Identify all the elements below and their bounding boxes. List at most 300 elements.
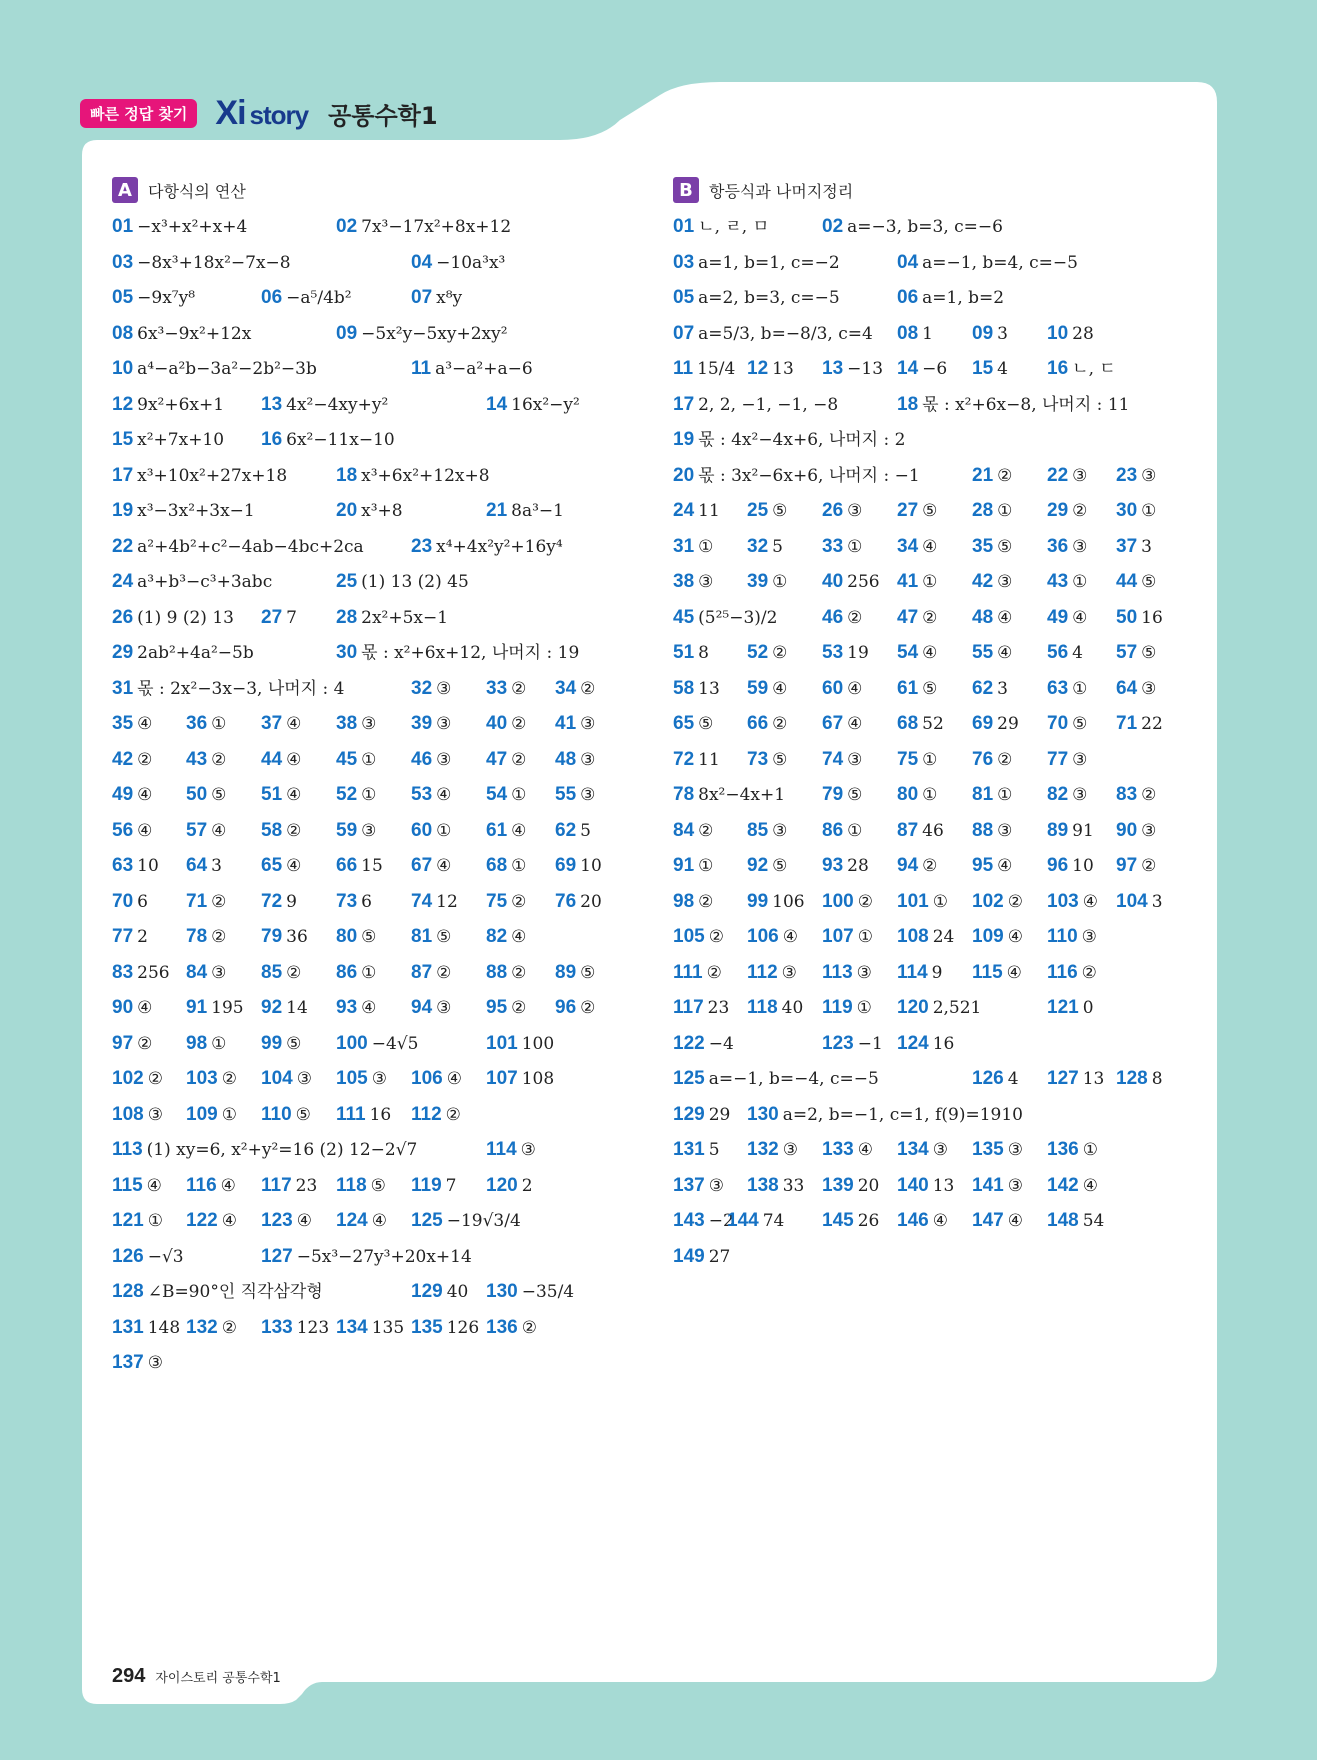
- question-number: 79: [261, 926, 283, 947]
- answer-item: [411, 674, 451, 704]
- answer-item: [822, 745, 862, 775]
- answer-item: [822, 922, 873, 952]
- question-number: 74: [822, 748, 844, 770]
- answer-item: [1116, 816, 1156, 846]
- answer-item: [822, 603, 862, 633]
- question-number: 109: [186, 1103, 218, 1125]
- section-b-answers: [673, 212, 1193, 1277]
- answer-item: [186, 1100, 237, 1130]
- answer-value: 2: [137, 927, 148, 947]
- answer-row: [673, 1171, 1193, 1207]
- answer-item: [336, 709, 376, 739]
- answer-value: −a⁵/4b²: [286, 288, 352, 308]
- answer-item: [336, 638, 579, 668]
- answer-row: [673, 319, 1193, 355]
- question-number: 135: [411, 1316, 443, 1338]
- question-number: 35: [972, 535, 994, 557]
- answer-row: [112, 319, 632, 355]
- answer-item: [1047, 745, 1087, 775]
- answer-item: [972, 354, 1008, 384]
- answer-row: [673, 1100, 1193, 1136]
- answer-value: ③: [371, 1069, 387, 1089]
- answer-item: [411, 1277, 468, 1307]
- answer-item: [1047, 674, 1087, 704]
- answer-row: [673, 958, 1193, 994]
- question-number: 117: [673, 997, 704, 1018]
- answer-item: [1047, 780, 1087, 810]
- answer-row: [112, 1135, 632, 1171]
- question-number: 49: [1047, 606, 1069, 628]
- answer-item: [1047, 638, 1083, 668]
- answer-row: [673, 674, 1193, 710]
- answer-item: [972, 816, 1012, 846]
- answer-value: 11: [698, 501, 720, 521]
- answer-value: 몫 : 2x²−3x−3, 나머지 : 4: [137, 678, 345, 699]
- answer-item: [1116, 532, 1152, 562]
- answer-item: [747, 1135, 798, 1165]
- answer-value: 40: [446, 1282, 469, 1302]
- section-a-header: [112, 176, 632, 204]
- answer-row: [673, 390, 1193, 426]
- answer-value: ①: [997, 501, 1013, 521]
- book-title: 자이스토리 공통수학1: [155, 1671, 281, 1686]
- answer-value: a=−1, b=4, c=−5: [922, 252, 1078, 273]
- answer-item: [972, 319, 1008, 349]
- question-number: 79: [822, 784, 844, 805]
- answer-row: [673, 496, 1193, 532]
- answer-value: 16: [369, 1104, 392, 1125]
- answer-item: [1047, 922, 1097, 952]
- answer-value: −9x⁷y⁸: [137, 288, 196, 308]
- answer-item: [673, 1171, 724, 1201]
- question-number: 67: [411, 855, 433, 876]
- question-number: 36: [186, 713, 208, 734]
- answer-item: [261, 745, 301, 775]
- answer-value: 6: [361, 891, 372, 912]
- answer-value: ②: [436, 962, 452, 983]
- question-number: 89: [555, 961, 577, 983]
- answer-item: [486, 496, 564, 526]
- question-number: 53: [411, 784, 433, 805]
- question-number: 51: [673, 642, 695, 663]
- answer-value: 3: [997, 323, 1008, 344]
- answer-item: [897, 603, 937, 633]
- question-number: 33: [822, 535, 844, 557]
- answer-value: ①: [1072, 572, 1088, 592]
- answer-value: 123: [296, 1317, 330, 1338]
- answer-item: [112, 248, 291, 278]
- question-number: 14: [486, 393, 508, 415]
- answer-row: [112, 425, 632, 461]
- answer-item: [486, 993, 526, 1023]
- answer-value: ③: [932, 1140, 948, 1160]
- answer-row: [673, 709, 1193, 745]
- answer-item: [822, 532, 862, 562]
- answer-item: [897, 283, 1004, 313]
- answer-row: [112, 816, 632, 852]
- answer-value: ③: [1081, 927, 1097, 947]
- question-number: 119: [822, 997, 853, 1018]
- question-number: 55: [972, 642, 994, 663]
- answer-item: [186, 958, 226, 988]
- answer-item: [747, 532, 783, 562]
- question-number: 145: [822, 1210, 854, 1231]
- question-number: 129: [673, 1103, 705, 1125]
- answer-row: [112, 1313, 632, 1349]
- answer-item: [411, 993, 451, 1023]
- question-number: 126: [972, 1068, 1004, 1089]
- answer-value: ②: [708, 927, 724, 947]
- question-number: 20: [673, 464, 695, 486]
- answer-item: [261, 816, 301, 846]
- question-number: 114: [486, 1139, 517, 1160]
- answer-value: ②: [857, 891, 873, 912]
- answer-value: ④: [922, 643, 938, 663]
- answer-item: [486, 1313, 537, 1343]
- answer-value: ④: [1007, 1211, 1023, 1231]
- answer-value: 8a³−1: [511, 501, 564, 521]
- answer-item: [673, 780, 785, 810]
- answer-value: ⑤: [580, 962, 596, 983]
- question-number: 77: [112, 926, 134, 947]
- answer-item: [336, 603, 448, 633]
- answer-value: 8: [698, 643, 709, 663]
- question-number: 38: [673, 571, 695, 592]
- question-number: 112: [747, 961, 778, 983]
- question-number: 52: [747, 642, 769, 663]
- question-number: 54: [897, 642, 919, 663]
- answer-item: [336, 958, 376, 988]
- answer-item: [486, 1135, 536, 1165]
- question-number: 80: [897, 784, 919, 805]
- answer-item: [673, 1135, 720, 1165]
- answer-value: ①: [147, 1211, 163, 1231]
- question-number: 85: [747, 819, 769, 841]
- answer-value: a=1, b=2: [922, 288, 1005, 308]
- answer-value: (1) 13 (2) 45: [361, 572, 469, 592]
- answer-value: ④: [446, 1069, 462, 1089]
- answer-item: [897, 354, 947, 384]
- answer-item: [972, 1135, 1023, 1165]
- answer-item: [747, 816, 787, 846]
- answer-value: ④: [137, 998, 153, 1018]
- question-number: 19: [112, 500, 134, 521]
- answer-value: (5²⁵−3)/2: [698, 607, 778, 628]
- question-number: 125: [411, 1210, 443, 1231]
- question-number: 40: [822, 571, 844, 592]
- answer-value: 3: [1141, 536, 1152, 557]
- question-number: 17: [112, 464, 134, 486]
- answer-item: [336, 212, 511, 242]
- answer-value: ③: [856, 962, 872, 983]
- answer-item: [112, 674, 344, 704]
- answer-item: [972, 958, 1022, 988]
- question-number: 36: [1047, 535, 1069, 557]
- question-number: 82: [1047, 784, 1069, 805]
- answer-item: [112, 1206, 163, 1236]
- question-number: 113: [112, 1139, 143, 1160]
- answer-value: ④: [220, 1175, 236, 1196]
- question-number: 127: [1047, 1068, 1079, 1089]
- answer-value: ③: [580, 714, 596, 734]
- answer-row: [112, 212, 632, 248]
- answer-value: a=1, b=1, c=−2: [698, 252, 840, 273]
- answer-item: [673, 1242, 730, 1272]
- answer-row: [112, 496, 632, 532]
- question-number: 55: [555, 784, 577, 805]
- question-number: 101: [486, 1032, 518, 1054]
- answer-item: [972, 638, 1012, 668]
- answer-item: [1047, 1064, 1104, 1094]
- question-number: 97: [112, 1032, 134, 1054]
- answer-value: 8: [1151, 1069, 1163, 1089]
- question-number: 117: [261, 1174, 292, 1196]
- page-number: 294: [112, 1665, 146, 1687]
- answer-value: −x³+x²+x+4: [137, 217, 248, 237]
- question-number: 30: [1116, 500, 1138, 521]
- answer-value: ①: [511, 785, 527, 805]
- answer-item: [673, 532, 713, 562]
- answer-item: [112, 319, 251, 349]
- question-number: 68: [486, 855, 508, 876]
- question-number: 136: [486, 1316, 518, 1338]
- answer-value: 256: [847, 572, 880, 592]
- question-number: 59: [747, 677, 769, 699]
- answer-item: [336, 1206, 387, 1236]
- answer-item: [336, 1100, 391, 1130]
- answer-item: [972, 709, 1019, 739]
- answer-value: −4√5: [371, 1033, 419, 1054]
- answer-value: ②: [1081, 962, 1097, 983]
- answer-value: ④: [286, 749, 302, 770]
- answer-value: (1) 9 (2) 13: [137, 607, 234, 628]
- answer-item: [411, 1064, 462, 1094]
- answer-value: ③: [580, 785, 596, 805]
- question-number: 144: [727, 1210, 759, 1231]
- question-number: 65: [261, 855, 283, 876]
- answer-row: [112, 567, 632, 603]
- answer-item: [555, 993, 595, 1023]
- answer-item: [897, 248, 1078, 278]
- answer-item: [673, 887, 713, 917]
- quick-answer-badge: 빠른 정답 찾기: [80, 99, 197, 128]
- question-number: 124: [336, 1210, 368, 1231]
- question-number: 45: [336, 748, 358, 770]
- answer-row: [112, 603, 632, 639]
- answer-value: ①: [857, 927, 873, 947]
- answer-value: a=5/3, b=−8/3, c=4: [698, 323, 873, 344]
- answer-item: [972, 780, 1012, 810]
- answer-item: [1047, 709, 1087, 739]
- answer-value: ④: [922, 536, 938, 557]
- question-number: 22: [1047, 464, 1069, 486]
- answer-value: ①: [221, 1104, 237, 1125]
- question-number: 137: [112, 1352, 144, 1373]
- brand-logo: [215, 94, 308, 133]
- answer-value: 108: [521, 1069, 555, 1089]
- answer-item: [411, 887, 458, 917]
- answer-item: [486, 816, 526, 846]
- answer-item: [1047, 319, 1094, 349]
- answer-item: [112, 993, 152, 1023]
- question-number: 04: [411, 251, 433, 273]
- question-number: 129: [411, 1281, 443, 1302]
- answer-item: [897, 390, 1129, 420]
- question-number: 106: [747, 926, 779, 947]
- answer-item: [673, 354, 735, 384]
- question-number: 105: [673, 926, 705, 947]
- question-number: 40: [486, 713, 508, 734]
- answer-item: [1116, 638, 1156, 668]
- answer-value: ③: [1007, 1175, 1023, 1196]
- question-number: 19: [673, 429, 695, 450]
- answer-row: [673, 1242, 1193, 1278]
- answer-value: ③: [698, 572, 714, 592]
- answer-value: −13: [847, 359, 884, 379]
- answer-value: 13: [1082, 1069, 1105, 1089]
- answer-value: ①: [922, 785, 938, 805]
- answer-row: [112, 638, 632, 674]
- answer-value: ④: [286, 785, 302, 805]
- answer-value: 16: [1141, 607, 1163, 628]
- answer-item: [1047, 1171, 1098, 1201]
- answer-value: ③: [997, 572, 1013, 592]
- answer-item: [112, 780, 152, 810]
- answer-item: [673, 603, 777, 633]
- question-number: 25: [747, 500, 769, 521]
- question-number: 132: [186, 1316, 218, 1338]
- question-number: 28: [972, 500, 994, 521]
- answer-item: [822, 638, 869, 668]
- answer-item: [112, 745, 152, 775]
- question-number: 46: [411, 748, 433, 770]
- answer-value: 4: [1007, 1069, 1019, 1089]
- question-number: 14: [897, 358, 919, 379]
- answer-value: 11: [698, 749, 720, 770]
- question-number: 65: [673, 713, 695, 734]
- answer-item: [112, 816, 152, 846]
- answer-value: 36: [286, 927, 308, 947]
- question-number: 34: [897, 535, 919, 557]
- answer-item: [822, 993, 872, 1023]
- answer-item: [112, 709, 152, 739]
- answer-item: [673, 816, 713, 846]
- answer-item: [261, 283, 352, 313]
- question-number: 26: [822, 500, 844, 521]
- question-number: 96: [555, 997, 577, 1018]
- answer-row: [112, 248, 632, 284]
- answer-row: [673, 1029, 1193, 1065]
- question-number: 121: [1047, 997, 1079, 1018]
- answer-item: [112, 1277, 323, 1307]
- question-number: 64: [1116, 677, 1138, 699]
- answer-value: ④: [997, 607, 1013, 628]
- answer-value: (1) xy=6, x²+y²=16 (2) 12−2√7: [146, 1140, 418, 1160]
- question-number: 02: [822, 216, 844, 237]
- question-number: 98: [673, 890, 695, 912]
- question-number: 89: [1047, 819, 1069, 841]
- answer-row: [112, 887, 632, 923]
- answer-value: ①: [847, 536, 863, 557]
- question-number: 46: [822, 606, 844, 628]
- answer-value: ㄴ, ㄹ, ㅁ: [698, 217, 770, 237]
- answer-value: −5x²y−5xy+2xy²: [361, 323, 508, 344]
- answer-item: [897, 1029, 954, 1059]
- question-number: 140: [897, 1174, 929, 1196]
- question-number: 45: [673, 606, 695, 628]
- section-b-letter: B: [673, 177, 699, 203]
- answer-row: [112, 780, 632, 816]
- answer-item: [673, 1206, 734, 1236]
- answer-item: [897, 816, 944, 846]
- answer-item: [336, 887, 372, 917]
- answer-item: [336, 922, 376, 952]
- answer-item: [897, 993, 981, 1023]
- answer-value: −4: [708, 1033, 734, 1054]
- answer-value: ①: [361, 785, 377, 805]
- answer-value: ④: [772, 678, 788, 699]
- answer-item: [972, 674, 1008, 704]
- question-number: 99: [747, 890, 769, 912]
- question-number: 94: [411, 997, 433, 1018]
- answer-value: ③: [211, 962, 227, 983]
- answer-value: x³−3x²+3x−1: [137, 501, 255, 521]
- answer-item: [972, 1064, 1019, 1094]
- question-number: 15: [112, 429, 134, 450]
- question-number: 50: [186, 784, 208, 805]
- answer-value: 2: [521, 1175, 533, 1196]
- answer-item: [186, 993, 244, 1023]
- answer-row: [673, 283, 1193, 319]
- answer-value: 74: [762, 1211, 785, 1231]
- answer-value: ①: [361, 962, 377, 983]
- answer-item: [673, 496, 720, 526]
- section-b-header: [673, 176, 1193, 204]
- answer-value: 16x²−y²: [511, 394, 580, 415]
- answer-value: −√3: [147, 1246, 184, 1267]
- answer-item: [555, 780, 595, 810]
- question-number: 93: [822, 855, 844, 876]
- answer-row: [673, 567, 1193, 603]
- answer-item: [897, 1206, 948, 1236]
- question-number: 05: [673, 287, 695, 308]
- answer-item: [411, 1313, 479, 1343]
- answer-value: 106: [772, 891, 805, 912]
- question-number: 35: [112, 713, 134, 734]
- question-number: 92: [747, 855, 769, 876]
- question-number: 22: [112, 535, 134, 557]
- answer-value: a⁴−a²b−3a²−2b²−3b: [137, 359, 317, 379]
- answer-value: 0: [1082, 998, 1094, 1018]
- answer-value: ③: [436, 749, 452, 770]
- question-number: 17: [673, 393, 695, 415]
- question-number: 73: [747, 748, 769, 770]
- answer-value: ①: [211, 714, 227, 734]
- answer-item: [555, 745, 595, 775]
- question-number: 01: [673, 216, 695, 237]
- answer-value: ③: [436, 678, 452, 699]
- answer-value: ①: [698, 856, 714, 876]
- answer-item: [897, 887, 948, 917]
- question-number: 16: [261, 429, 283, 450]
- answer-item: [486, 1171, 533, 1201]
- answer-row: [112, 958, 632, 994]
- question-number: 81: [972, 784, 994, 805]
- question-number: 08: [112, 322, 134, 344]
- answer-item: [747, 709, 787, 739]
- answer-value: ③: [296, 1069, 312, 1089]
- question-number: 06: [897, 287, 919, 308]
